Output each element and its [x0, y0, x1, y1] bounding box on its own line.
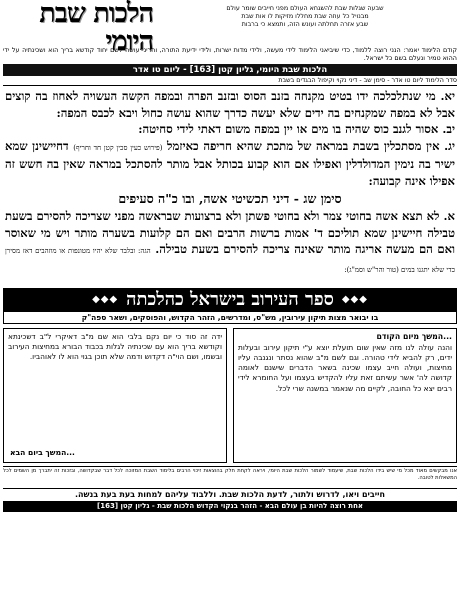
paragraph-siman-303-1 [5, 208, 455, 278]
book-banner [3, 288, 457, 324]
paragraph-11: יא. מי שנתלכלכה ידו בטיט מקנחה בזנב הסוס ובזנב הפרה ובמפה הקשה העשויה לאחוז בה קוצים אבל לא במפה שמקנחים בה ידים שלא יעשה כדרך שהוא עושה כחול ויבא לכבס המפה: [5, 89, 455, 120]
paragraph-13-a: יג. אין מסתכלין בשבת במראה של מתכת שהיא חריפה כאיזמל [167, 138, 456, 153]
paragraph-13-b: דחיישינן שמא ישיר בה נימין המדולדלין ואפילו אם הוא קבוע בכותל אבל מותר להסתכל במראה שאין בה חשש זה אפילו אינה קבועה: [5, 138, 455, 188]
slogan-line: שבע אזרה תחלתה ועונש הזה, ותמצא כי ברבות [241, 21, 369, 28]
slogan-line: שבעה שגלות שבת להשגחא העולם מפני חייבים שומר עולם [226, 5, 384, 12]
continued-from-heading: ...המשך מיום הקודם [376, 331, 452, 341]
book-columns [3, 328, 457, 463]
halacha-text [3, 86, 457, 279]
column-left [3, 328, 227, 463]
paragraph-13 [5, 138, 455, 190]
slogan-line: מבנויל כל עוזה שבת מחללו מזיקות לו אות שבת [241, 13, 369, 20]
decorative-dots: ◆◆◆ [341, 293, 368, 305]
book-title-bar [4, 289, 456, 311]
book-title: ספר העירוב בישראל כהלכתה [126, 288, 334, 310]
paragraph-12: יב. אסור לגנב כוס שהיה בו מים או יין במפה משום דאתי לידי סחיטה: [138, 122, 455, 137]
intro-prayer: קודם הלימוד יאמר: הנני רוצה ללמוד, כדי שיביאני הלימוד לידי מעשה, ולידי מדות ישרות, ולידי ידיעת התורה, והריני עושה לשם יחוד קודשא בריך הוא ושכינתיה על ידי ההוא טמיר ונעלם בשם כל ישראל. [3, 46, 457, 62]
footer-slogan: חייבים ויאו, לדרוש ולתור, לדעת הלכות שבת. וללבוד עליהם למחות בעת בעת בנשה. [3, 488, 457, 501]
brand-block [3, 0, 153, 57]
siman-heading: סימן שג - דיני תכשיטי אשה, ובו כ"ה סעיפים [118, 190, 342, 206]
study-schedule-line: סדר הלימוד ליום טו אדר - סימן שב - דיני נקוי וקיפול הבגדים בשבת [3, 76, 457, 86]
footnote: אנו מבקשים מאוד מכל מי שיש בידו הלכות שבת, שיעמוד לשמור הלכות שבת היומי, ויראה לקחת חלק בהוצאות זיכוי הרבים בלימוד השבת המזוכה לכל דבר שבקדושה, ובזכות זה יתברך מן השמים לכל המשאלות לטובה. [3, 466, 457, 488]
footer-bar: אחת רוצה להיות בן עולם הבא - הזהר בנקוי הקדוש הלכות שבת - גליון קטן [163] [3, 501, 457, 512]
paragraph-1-text: א. לא תצא אשה בחוטי צמר ולא בחוטי פשתן ולא ברצועות שבראשה מפני שצריכה להסירם בשעת טבילה חיישינן שמא תוליכם ד' אמות ברשות הרבים ואם הם קלועות בשערה מותר ויש מי שאוסר ואם הם מעשה אריגה מותר שאינה צריכה להסירם בשעת טבילה. [5, 209, 455, 257]
column-right [233, 328, 457, 463]
decorative-dots: ◆◆◆ [92, 293, 119, 305]
header-slogan [153, 2, 457, 46]
hagah-note: הגה: ובלבד שלא יהיו מטונפות או מוזהבים דאז מסירן כדי שלא יתגנו במים (טור והר"ש וסמ"ג): [5, 247, 455, 274]
publication-title: הלכות שבת היומי [39, 0, 153, 57]
book-subtitle: בו יבואר מצות תיקון עירובין, מש"ס, ומדרשים, הזהר הקדוש, והפוסקים, ושאר ספה"ק [4, 311, 456, 323]
explanation-note: (פירוש כעין סכין קטן חד וחריף) [73, 143, 163, 152]
continued-next-day: ...המשך ביום הבא [10, 448, 75, 458]
column-left-text: ידה זה סוד כי יום נקם בלבי הוא שם מ"ב דאיקרי ל"ב דשכינתא וקודשא בריך הוא עם שכינתיה לגלות בכבוד הבורא במחיצות העירוב ובשמו, ושם הוי"ה דקדוש ודמה שלא תוכן בגוי הוא לו לאוהביו. [8, 331, 222, 361]
issue-bar: הלכות שבת היומי, גליון קטן [163] - ליום טו אדר [3, 64, 457, 76]
column-right-text: והנה עולה לנו מזה שאין שום תועלת יוצא ע"י תיקון עירוב ובעלות ידים, רק להביא לידי טהורה. וגם לשם מ"ב שהוא נסתר ונגנבה עליו מחיצות, ועולה חייב עצמו שכינה בשאר הדברים שישנם לאומה קדושה לה' אשר עשיתם זאת עליו להקדיש בעצמו ועל החומרא לידי רבים יצא כל החובה, לקיים מה שנאמר במשנה שרי לכל. [238, 342, 452, 393]
